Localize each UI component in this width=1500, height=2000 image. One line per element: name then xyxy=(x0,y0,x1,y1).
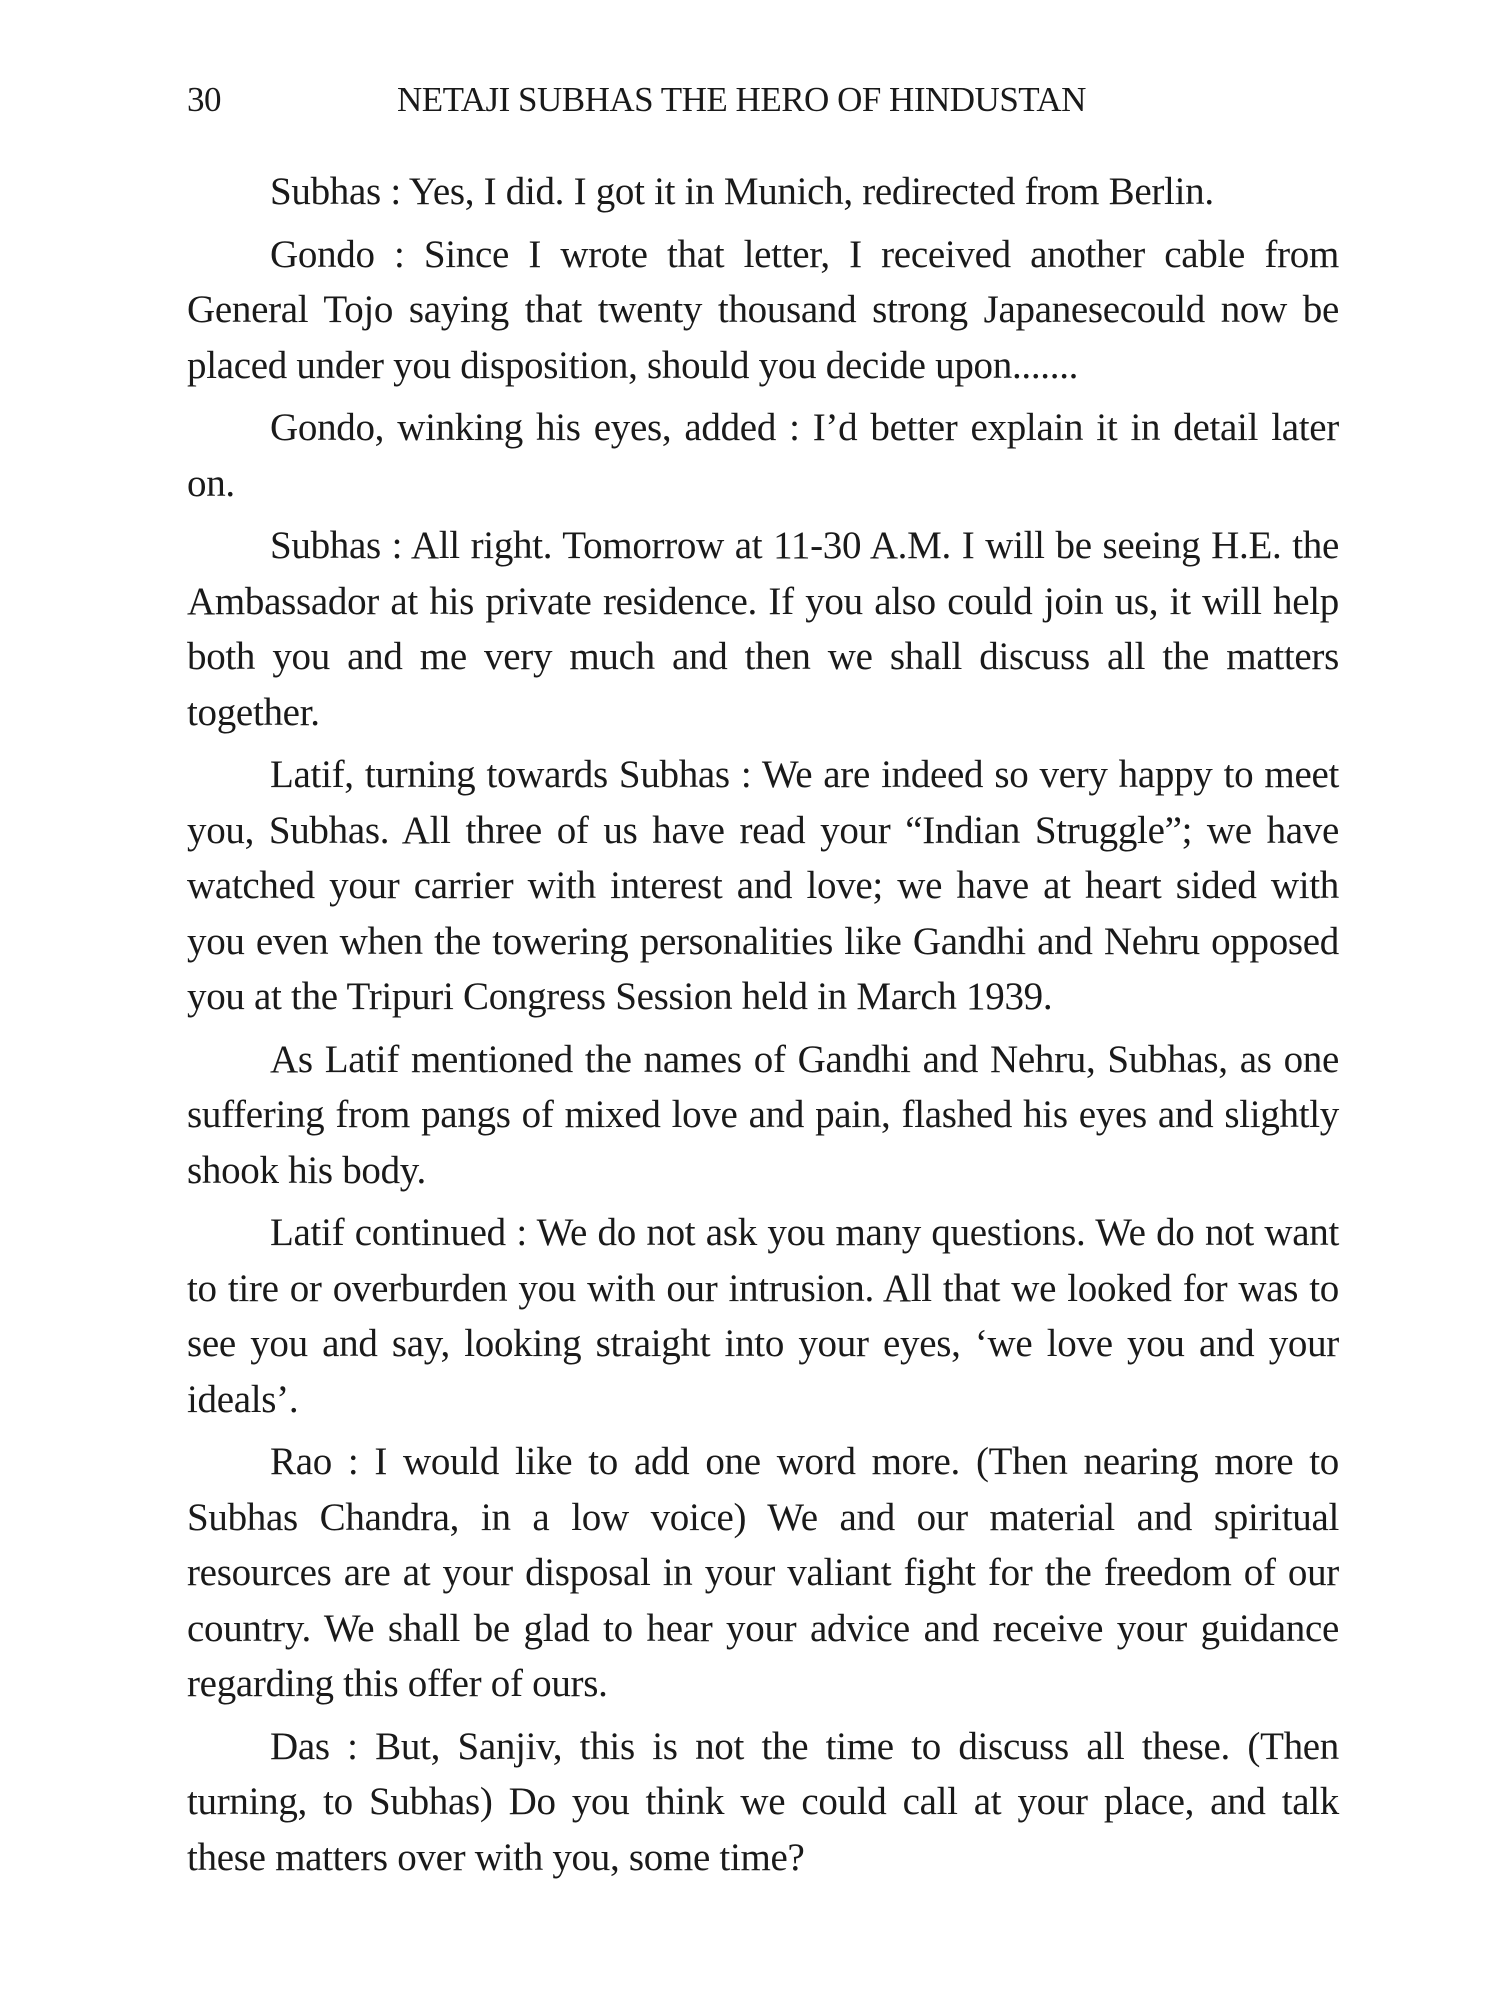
body-text xyxy=(187,164,1339,1892)
page-number: 30 xyxy=(187,80,221,119)
paragraph-das: Das : But, Sanjiv, this is not the time to discuss all these. (Then turning, to Subhas) Do you think we could call at your place, and talk these matters over with you, some time? xyxy=(187,1724,1339,1879)
paragraph-narration: As Latif mentioned the names of Gandhi and Nehru, Subhas, as one suffering from pangs of mixed love and pain, flashed his eyes and slightly shook his body. xyxy=(187,1037,1339,1192)
paragraph-subhas-reply: Subhas : Yes, I did. I got it in Munich, redirected from Berlin. xyxy=(270,170,1214,213)
paragraph-gondo-winking: Gondo, winking his eyes, added : I’d better explain it in detail later on. xyxy=(187,406,1339,505)
paragraph-latif-continued: Latif continued : We do not ask you many questions. We do not want to tire or overburden you with our intrusion. All that we looked for was to see you and say, looking straight into your eyes, ‘we love you and your ideals’. xyxy=(187,1211,1339,1421)
running-header xyxy=(187,78,1337,122)
book-title: NETAJI SUBHAS THE HERO OF HINDUSTAN xyxy=(397,80,1086,119)
paragraph-rao: Rao : I would like to add one word more. (Then nearing more to Subhas Chandra, in a low voice) We and our material and spiritual resources are at your disposal in your valiant fight for the freedom of our country. We shall be glad to hear your advice and receive your guidance regarding this offer of ours. xyxy=(187,1440,1339,1705)
paragraph-latif-greeting: Latif, turning towards Subhas : We are indeed so very happy to meet you, Subhas. All three of us have read your “Indian Struggle”; we have watched your carrier with interest and love; we have at heart sided with you even when the towering personalities like Gandhi and Nehru opposed you at the Tripuri Congress Session held in March 1939. xyxy=(187,753,1339,1018)
paragraph-gondo-cable: Gondo : Since I wrote that letter, I received another cable from General Tojo saying that twenty thousand strong Japanesecould now be placed under you disposition, should you decide upon....... xyxy=(187,232,1339,387)
paragraph-subhas-ambassador: Subhas : All right. Tomorrow at 11-30 A.M. I will be seeing H.E. the Ambassador at his private residence. If you also could join us, it will help both you and me very much and then we shall discuss all the matters together. xyxy=(187,524,1339,734)
